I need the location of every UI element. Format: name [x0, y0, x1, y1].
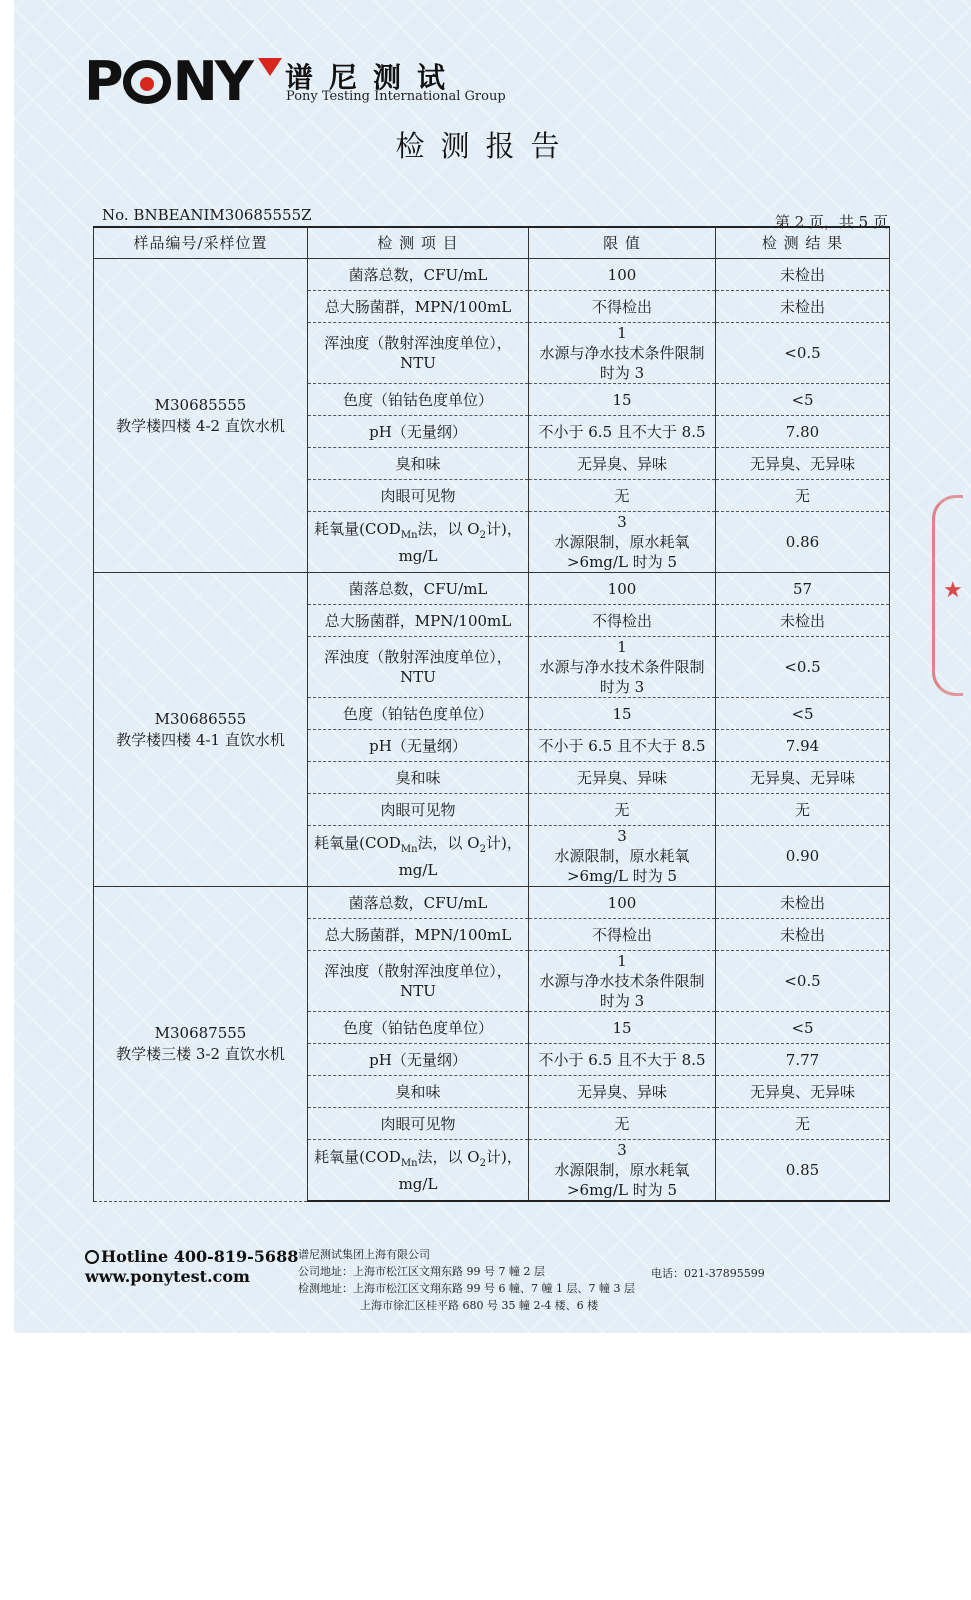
- limit-cell: 15: [529, 1012, 716, 1044]
- result-cell: 0.90: [716, 826, 890, 887]
- item-subscript: Mn: [400, 529, 418, 541]
- item-cell: 臭和味: [308, 448, 529, 480]
- item-cell: pH（无量纲）: [308, 1044, 529, 1076]
- result-cell: 未检出: [716, 605, 890, 637]
- test-address-2: 上海市徐汇区桂平路 680 号 35 幢 2-4 楼、6 楼: [360, 1299, 599, 1312]
- item-cell: 菌落总数，CFU/mL: [308, 887, 529, 919]
- item-subscript-2: 2: [479, 1157, 486, 1169]
- result-cell: 未检出: [716, 919, 890, 951]
- table-header-row: [94, 227, 890, 259]
- sample-cell: [94, 259, 308, 573]
- item-cell: 肉眼可见物: [308, 794, 529, 826]
- table-row: [94, 573, 890, 605]
- logo-o-mark: [123, 60, 171, 104]
- test-results-table: [93, 226, 890, 1202]
- result-cell: 7.80: [716, 416, 890, 448]
- result-cell: 7.77: [716, 1044, 890, 1076]
- brand-name-cn: 谱尼测试: [285, 61, 462, 94]
- limit-note: 水源限制，原水耗氧>6mg/L 时为 5: [554, 847, 690, 885]
- item-cell: 总大肠菌群，MPN/100mL: [308, 291, 529, 323]
- limit-cell: 无异臭、异味: [529, 448, 716, 480]
- item-cell: 肉眼可见物: [308, 480, 529, 512]
- hotline: Hotline 400-819-5688: [101, 1247, 299, 1266]
- limit-value: 1: [617, 324, 627, 342]
- result-cell: <5: [716, 1012, 890, 1044]
- item-cell: 臭和味: [308, 762, 529, 794]
- website: www.ponytest.com: [85, 1267, 250, 1286]
- result-cell: 未检出: [716, 259, 890, 291]
- item-cell: [308, 1140, 529, 1202]
- limit-cell: 不小于 6.5 且不大于 8.5: [529, 1044, 716, 1076]
- item-cell: 臭和味: [308, 1076, 529, 1108]
- item-text-mid: 法，以 O: [417, 519, 480, 538]
- limit-cell: 无: [529, 1108, 716, 1140]
- table-body: [94, 259, 890, 1202]
- limit-cell: 15: [529, 384, 716, 416]
- item-cell: 色度（铂钴色度单位）: [308, 384, 529, 416]
- limit-cell: [529, 1140, 716, 1202]
- result-cell: 无异臭、无异味: [716, 762, 890, 794]
- result-cell: 无: [716, 1108, 890, 1140]
- limit-value: 3: [617, 827, 627, 845]
- item-cell: 菌落总数，CFU/mL: [308, 259, 529, 291]
- result-cell: 7.94: [716, 730, 890, 762]
- item-cell: [308, 512, 529, 573]
- sample-location: 教学楼四楼 4-2 直饮水机: [116, 416, 285, 435]
- limit-cell: 不得检出: [529, 605, 716, 637]
- result-cell: 无异臭、无异味: [716, 448, 890, 480]
- limit-cell: 无: [529, 794, 716, 826]
- item-text: 耗氧量(COD: [314, 519, 401, 538]
- sample-location: 教学楼四楼 4-1 直饮水机: [116, 730, 285, 749]
- limit-cell: [529, 637, 716, 698]
- result-cell: <0.5: [716, 323, 890, 384]
- page-indicator: 第 2 页，共 5 页: [774, 213, 888, 231]
- item-subscript-2: 2: [479, 843, 486, 855]
- logo-wordmark: P NY: [84, 50, 251, 113]
- item-cell: pH（无量纲）: [308, 416, 529, 448]
- limit-cell: 无异臭、异味: [529, 1076, 716, 1108]
- sample-id: M30685555: [154, 395, 247, 414]
- table-row: [94, 887, 890, 919]
- pony-logo: [84, 50, 251, 113]
- result-cell: 无: [716, 794, 890, 826]
- limit-cell: 不小于 6.5 且不大于 8.5: [529, 416, 716, 448]
- item-text-end: 计)，mg/L: [398, 833, 522, 879]
- limit-cell: 100: [529, 887, 716, 919]
- logo-red-triangle-icon: [258, 58, 282, 76]
- item-cell: 色度（铂钴色度单位）: [308, 698, 529, 730]
- limit-cell: 无异臭、异味: [529, 762, 716, 794]
- red-seal-stamp: [932, 495, 963, 696]
- result-cell: <0.5: [716, 637, 890, 698]
- limit-cell: 100: [529, 259, 716, 291]
- limit-note: 水源与净水技术条件限制时为 3: [539, 972, 705, 1010]
- report-number: No. BNBEANIM30685555Z: [102, 206, 312, 224]
- seal-star-icon: ★: [943, 578, 963, 603]
- limit-cell: 不得检出: [529, 919, 716, 951]
- limit-value: 3: [617, 1141, 627, 1159]
- column-header-sample: 样品编号/采样位置: [94, 227, 308, 259]
- item-text: 耗氧量(COD: [314, 833, 401, 852]
- limit-note: 水源与净水技术条件限制时为 3: [539, 344, 705, 382]
- limit-cell: 100: [529, 573, 716, 605]
- item-cell: pH（无量纲）: [308, 730, 529, 762]
- column-header-item: 检 测 项 目: [308, 227, 529, 259]
- result-cell: 未检出: [716, 291, 890, 323]
- result-cell: 无: [716, 480, 890, 512]
- limit-cell: [529, 323, 716, 384]
- column-header-limit: 限 值: [529, 227, 716, 259]
- item-text-end: 计)，mg/L: [398, 519, 522, 565]
- item-cell: 色度（铂钴色度单位）: [308, 1012, 529, 1044]
- item-subscript-2: 2: [479, 529, 486, 541]
- table-row: [94, 259, 890, 291]
- limit-value: 3: [617, 513, 627, 531]
- limit-cell: [529, 512, 716, 573]
- result-cell: 无异臭、无异味: [716, 1076, 890, 1108]
- item-text-mid: 法，以 O: [417, 1147, 480, 1166]
- sample-id: M30687555: [154, 1023, 247, 1042]
- footer-address-block: [298, 1246, 635, 1314]
- limit-cell: 不小于 6.5 且不大于 8.5: [529, 730, 716, 762]
- company-name: 谱尼测试集团上海有限公司: [298, 1248, 430, 1261]
- result-cell: 0.85: [716, 1140, 890, 1202]
- sample-cell: [94, 887, 308, 1202]
- brand-name-en: Pony Testing International Group: [286, 89, 506, 104]
- report-title: 检测报告: [395, 129, 576, 163]
- sample-id: M30686555: [154, 709, 247, 728]
- limit-note: 水源限制，原水耗氧>6mg/L 时为 5: [554, 533, 690, 571]
- item-subscript: Mn: [400, 843, 418, 855]
- limit-note: 水源与净水技术条件限制时为 3: [539, 658, 705, 696]
- item-cell: 菌落总数，CFU/mL: [308, 573, 529, 605]
- result-cell: <5: [716, 698, 890, 730]
- column-header-result: 检 测 结 果: [716, 227, 890, 259]
- limit-value: 1: [617, 952, 627, 970]
- footer-phone: 电话：021-37895599: [651, 1267, 765, 1280]
- sample-cell: [94, 573, 308, 887]
- limit-cell: 无: [529, 480, 716, 512]
- item-cell: [308, 826, 529, 887]
- limit-cell: [529, 951, 716, 1012]
- sample-location: 教学楼三楼 3-2 直饮水机: [116, 1044, 285, 1063]
- item-cell: 总大肠菌群，MPN/100mL: [308, 919, 529, 951]
- result-cell: 未检出: [716, 887, 890, 919]
- footer-contact: [85, 1247, 298, 1287]
- limit-cell: [529, 826, 716, 887]
- result-cell: <0.5: [716, 951, 890, 1012]
- limit-cell: 15: [529, 698, 716, 730]
- test-address-1: 检测地址：上海市松江区文翔东路 99 号 6 幢、7 幢 1 层、7 幢 3 层: [298, 1282, 635, 1295]
- item-cell: 浑浊度（散射浑浊度单位），NTU: [308, 323, 529, 384]
- result-cell: 0.86: [716, 512, 890, 573]
- item-cell: 浑浊度（散射浑浊度单位），NTU: [308, 637, 529, 698]
- item-text: 耗氧量(COD: [314, 1147, 401, 1166]
- result-cell: 57: [716, 573, 890, 605]
- item-cell: 肉眼可见物: [308, 1108, 529, 1140]
- company-address: 公司地址：上海市松江区文翔东路 99 号 7 幢 2 层: [298, 1265, 545, 1278]
- limit-note: 水源限制，原水耗氧>6mg/L 时为 5: [554, 1161, 690, 1199]
- item-cell: 浑浊度（散射浑浊度单位），NTU: [308, 951, 529, 1012]
- limit-value: 1: [617, 638, 627, 656]
- item-text-end: 计)，mg/L: [398, 1147, 522, 1193]
- limit-cell: 不得检出: [529, 291, 716, 323]
- item-cell: 总大肠菌群，MPN/100mL: [308, 605, 529, 637]
- item-subscript: Mn: [400, 1157, 418, 1169]
- result-cell: <5: [716, 384, 890, 416]
- phone-icon: [85, 1250, 99, 1264]
- item-text-mid: 法，以 O: [417, 833, 480, 852]
